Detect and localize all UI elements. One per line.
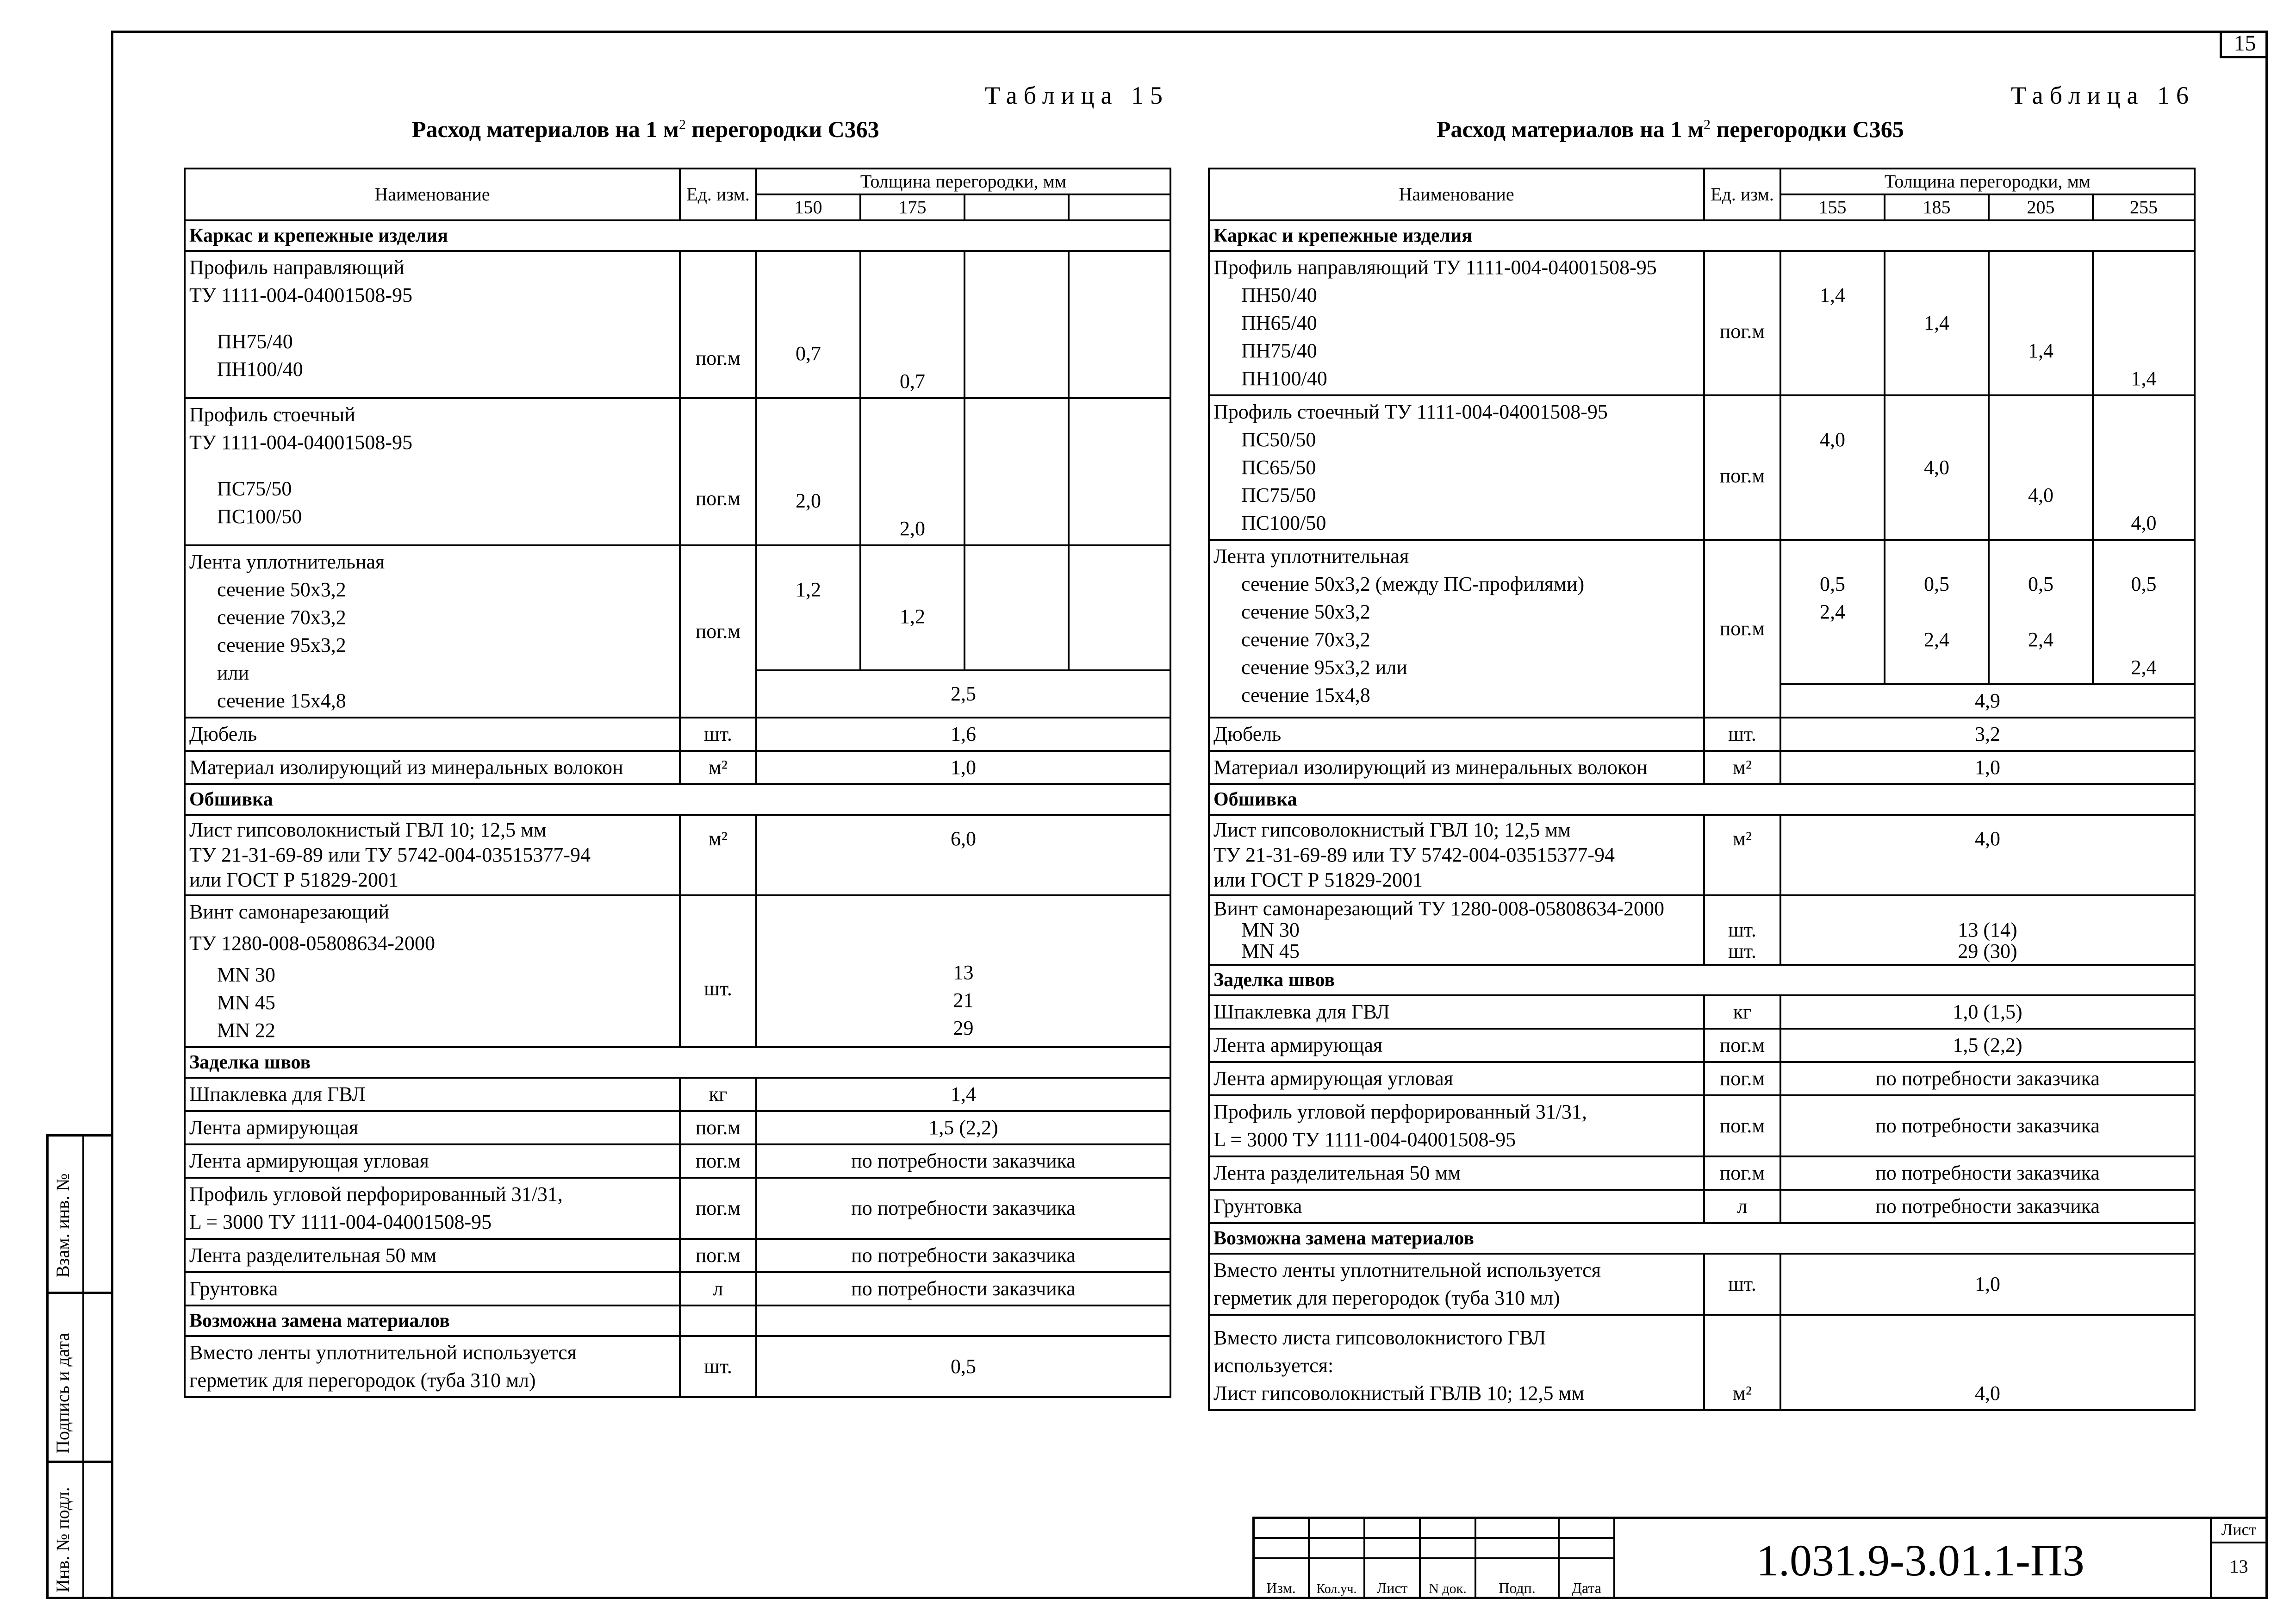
value-cell: 1,5 (2,2) [756,1111,1170,1144]
thickness-col: 185 [1885,194,1989,220]
side-label-inv-orig: Инв. № подл. [52,1487,73,1593]
stamp-col: Дата [1559,1558,1614,1598]
thickness-col: 150 [756,194,860,220]
document-code: 1.031.9-3.01.1-ПЗ [1756,1536,2085,1585]
row-title: ТУ 1111-004-04001508-95 [189,431,413,454]
materials-table-left [184,168,1171,1398]
sheet-label: Лист [2221,1520,2257,1539]
value-line: 0,5 [1820,573,1845,595]
thickness-col [964,194,1069,220]
unit-cell: м² [680,751,756,784]
title-superscript: 2 [678,117,686,132]
row-replacement [185,1336,1170,1397]
value-cell: 1,4 [1780,251,1885,395]
value-cell: 1,0 (1,5) [1780,995,2195,1029]
stamp-col: Лист [1364,1558,1420,1598]
row-replacement-gvl [1209,1315,2195,1410]
row-title: L = 3000 ТУ 1111-004-04001508-95 [1213,1128,1516,1151]
value-cell: 1,4 [1989,251,2093,395]
value-cell: по потребности заказчика [1780,1062,2195,1095]
value-cell: по потребности заказчика [756,1239,1170,1272]
row-title: или ГОСТ Р 51829-2001 [1213,868,1423,891]
unit-cell: шт. [1704,718,1780,751]
title-text-end: перегородки С365 [1710,116,1904,142]
section-sheathing: Обшивка [1209,784,2195,815]
table-label-right: Таблица 16 [2011,81,2195,109]
row-title: Вместо ленты уплотнительной используется [1213,1259,1601,1281]
unit-cell: пог.м [1704,1156,1780,1190]
value-cell: 2,5 [756,670,1170,718]
item-label: ПН50/40 [1241,284,1317,306]
item-label: ПН75/40 [217,330,293,353]
row-reinf-tape: Лента армирующая [1209,1029,1704,1062]
stamp-col: Изм. [1253,1558,1309,1598]
row-dowel: Дюбель [185,718,680,751]
item-label: MN 30 [217,963,275,986]
row-title: Лента уплотнительная [1213,545,1409,568]
value-cell: по потребности заказчика [1780,1190,2195,1223]
title-superscript: 2 [1703,117,1711,132]
unit-cell: шт. [1704,1254,1780,1315]
unit-cell: пог.м [680,1111,756,1144]
row-title: L = 3000 ТУ 1111-004-04001508-95 [189,1211,492,1233]
value-cell: 1,4 [756,1078,1170,1111]
value-cell [1989,540,2093,684]
value-line: 13 [953,961,974,984]
unit-cell: пог.м [1704,1029,1780,1062]
row-primer: Грунтовка [185,1272,680,1305]
unit-cell: пог.м [680,1144,756,1178]
value-cell: по потребности заказчика [756,1178,1170,1239]
title-text-end: перегородки С363 [685,116,879,142]
section-replacement: Возможна замена материалов [1209,1223,2195,1254]
unit-cell: шт. [680,718,756,751]
section-sheathing: Обшивка [185,784,1170,815]
value-line: 13 (14) [1958,918,2017,941]
row-corner-profile [1209,1095,2195,1156]
value-cell: 1,0 [1780,1254,2195,1315]
unit-cell: м² [680,815,756,895]
row-screw [185,895,1170,1047]
value-cell [1780,895,2195,965]
table-title-left [412,116,879,143]
item-label: ПС75/50 [1241,484,1316,506]
unit-cell: м² [1704,815,1780,895]
row-dowel: Дюбель [1209,718,1704,751]
title-text: Расход материалов на 1 м [1437,116,1704,142]
unit-cell: пог.м [1704,395,1780,540]
value-cell [1885,540,1989,684]
row-reinf-tape: Лента армирующая [185,1111,680,1144]
row-title: ТУ 1111-004-04001508-95 [189,284,413,306]
unit-cell: шт. [680,1336,756,1397]
row-corner-profile [185,1178,1170,1239]
row-title: Профиль стоечный [189,403,355,426]
row-insulation: Материал изолирующий из минеральных волокон [1209,751,1704,784]
materials-table-right [1208,168,2196,1411]
thickness-col: 255 [2093,194,2195,220]
row-title: герметик для перегородок (туба 310 мл) [1213,1287,1560,1309]
item-label: ПН75/40 [1241,339,1317,362]
unit-cell: м² [1704,1315,1780,1410]
unit-cell: л [1704,1190,1780,1223]
table-label-left: Таблица 15 [985,81,1169,109]
row-corner-tape: Лента армирующая угловая [185,1144,680,1178]
value-cell: 1,2 [756,545,860,670]
thickness-col: 175 [860,194,964,220]
unit-cell: пог.м [680,251,756,398]
thickness-col: 155 [1780,194,1885,220]
stamp-col: Кол.уч. [1309,1558,1364,1598]
value-line: 2,4 [2028,628,2053,651]
row-primer: Грунтовка [1209,1190,1704,1223]
row-title: Лист гипсоволокнистый ГВЛ 10; 12,5 мм [189,818,547,841]
value-cell [1780,540,1885,684]
unit-cell: пог.м [680,545,756,718]
value-cell: 4,0 [1780,1315,2195,1410]
value-cell: 2,0 [756,398,860,545]
row-title: Лента уплотнительная [189,550,385,573]
row-gvl [1209,815,2195,895]
unit-cell: л [680,1272,756,1305]
value-cell [756,895,1170,1047]
row-title: Профиль угловой перфорированный 31/31, [189,1183,563,1206]
value-cell: 0,5 [756,1336,1170,1397]
value-cell: 6,0 [756,815,1170,895]
row-title: используется: [1213,1354,1334,1377]
value-cell: 1,4 [1885,251,1989,395]
value-line: 0,5 [2028,573,2053,595]
row-title: Винт самонарезающий [189,900,390,923]
unit-cell [1704,895,1780,965]
value-cell: 1,6 [756,718,1170,751]
value-cell: по потребности заказчика [756,1144,1170,1178]
item-label: MN 45 [1241,940,1300,962]
unit-cell: м² [1704,751,1780,784]
unit-cell: пог.м [1704,540,1780,718]
value-cell: 4,0 [1780,815,2195,895]
sheet-value: 13 [2229,1556,2248,1577]
row-tape [1209,540,2195,684]
section-frame: Каркас и крепежные изделия [185,220,1170,251]
row-title: или ГОСТ Р 51829-2001 [189,868,399,891]
value-cell: 1,0 [756,751,1170,784]
value-line: шт. [1728,940,1756,962]
value-line: 2,4 [1820,600,1845,623]
value-cell: по потребности заказчика [1780,1156,2195,1190]
side-label-inv-sub: Взам. инв. № [52,1173,73,1278]
row-separator-tape: Лента разделительная 50 мм [1209,1156,1704,1190]
row-title: Лист гипсоволокнистый ГВЛ 10; 12,5 мм [1213,818,1571,841]
row-title: ТУ 21-31-69-89 или ТУ 5742-004-03515377-94 [1213,843,1615,866]
value-line: шт. [1728,918,1756,941]
side-divider [46,1292,111,1294]
item-label: сечение 95х3,2 [217,634,346,656]
item-label: MN 30 [1241,918,1300,941]
row-pn [1209,251,2195,395]
thickness-col [1069,194,1170,220]
row-replacement [1209,1254,2195,1315]
item-label: сечение 95х3,2 или [1241,656,1407,679]
item-label: сечение 70х3,2 [217,606,346,629]
unit-cell: пог.м [1704,1095,1780,1156]
header-name: Наименование [1209,169,1704,220]
item-label: ПС100/50 [217,505,302,528]
row-screw [1209,895,2195,965]
value-cell: 4,0 [2093,395,2195,540]
row-tape [185,545,1170,670]
value-cell: 2,0 [860,398,964,545]
item-label: ПС75/50 [217,477,292,500]
item-label: ПН100/40 [1241,367,1327,390]
unit-cell: шт. [680,895,756,1047]
unit-cell: кг [680,1078,756,1111]
side-label-sign-date: Подпись и дата [52,1332,73,1454]
item-label: ПС65/50 [1241,456,1316,479]
value-cell: 1,2 [860,545,964,670]
table-title-right [1437,116,1904,143]
stamp-col: N док. [1420,1558,1475,1598]
value-cell: 0,7 [756,251,860,398]
item-label: сечение 70х3,2 [1241,628,1370,651]
section-replacement: Возможна замена материалов [185,1305,680,1336]
item-label: MN 45 [217,991,275,1014]
sheet-number: 15 [2220,31,2268,58]
row-ps [185,398,1170,545]
row-separator-tape: Лента разделительная 50 мм [185,1239,680,1272]
revision-grid [1252,1517,1615,1599]
row-gvl [185,815,1170,895]
row-title: ТУ 21-31-69-89 или ТУ 5742-004-03515377-94 [189,843,591,866]
unit-cell: пог.м [680,398,756,545]
value-line: 29 [953,1017,974,1039]
thickness-col: 205 [1989,194,2093,220]
item-label: ПН100/40 [217,358,303,381]
row-pn [185,251,1170,398]
unit-cell: пог.м [1704,1062,1780,1095]
item-label: сечение 15х4,8 [217,689,346,712]
value-cell: 4,9 [1780,684,2195,718]
item-label: сечение 50х3,2 (между ПС-профилями) [1241,573,1585,595]
value-cell: 4,0 [1780,395,1885,540]
value-cell: по потребности заказчика [1780,1095,2195,1156]
value-line: 0,5 [2131,573,2157,595]
side-divider [46,1461,111,1463]
row-title: герметик для перегородок (туба 310 мл) [189,1369,536,1392]
value-cell: 3,2 [1780,718,2195,751]
unit-cell: кг [1704,995,1780,1029]
row-title: ТУ 1280-008-05808634-2000 [189,932,435,955]
section-joints: Заделка швов [185,1047,1170,1078]
value-cell: 0,7 [860,251,964,398]
row-title: Профиль направляющий [189,256,404,279]
row-putty: Шпаклевка для ГВЛ [1209,995,1704,1029]
item-label: сечение 15х4,8 [1241,684,1370,706]
title-block-divider [2210,1542,2268,1543]
side-divider-vertical [82,1134,84,1599]
row-ps [1209,395,2195,540]
row-title: Вместо листа гипсоволокнистого ГВЛ [1213,1326,1546,1349]
value-cell: 1,0 [1780,751,2195,784]
value-cell: 1,5 (2,2) [1780,1029,2195,1062]
row-title: Вместо ленты уплотнительной используется [189,1341,577,1364]
item-label: ПС100/50 [1241,512,1326,534]
value-cell [2093,540,2195,684]
item-label: ПС50/50 [1241,428,1316,451]
value-line: 29 (30) [1958,940,2017,962]
value-cell: 1,4 [2093,251,2195,395]
section-joints: Заделка швов [1209,965,2195,995]
item-label: или [217,662,249,684]
section-frame: Каркас и крепежные изделия [1209,220,2195,251]
row-title: Винт самонарезающий ТУ 1280-008-05808634-2000 [1213,897,1664,920]
header-thickness: Толщина перегородки, мм [756,169,1170,194]
value-cell: по потребности заказчика [756,1272,1170,1305]
header-unit: Ед. изм. [680,169,756,220]
value-cell: 4,0 [1885,395,1989,540]
value-line: 2,4 [1924,628,1949,651]
header-name: Наименование [185,169,680,220]
row-title: Профиль угловой перфорированный 31/31, [1213,1100,1587,1123]
item-label: MN 22 [217,1019,275,1042]
item-label: ПН65/40 [1241,312,1317,334]
item-label: сечение 50х3,2 [217,578,346,601]
row-insulation: Материал изолирующий из минеральных волокон [185,751,680,784]
value-line: 21 [953,989,974,1012]
row-corner-tape: Лента армирующая угловая [1209,1062,1704,1095]
header-unit: Ед. изм. [1704,169,1780,220]
unit-cell: пог.м [680,1178,756,1239]
value-line: 2,4 [2131,656,2157,679]
unit-cell: пог.м [1704,251,1780,395]
header-thickness: Толщина перегородки, мм [1780,169,2195,194]
value-line: 0,5 [1924,573,1949,595]
row-title: Профиль направляющий ТУ 1111-004-04001508-95 [1213,256,1657,279]
row-putty: Шпаклевка для ГВЛ [185,1078,680,1111]
unit-cell: пог.м [680,1239,756,1272]
value-cell: 4,0 [1989,395,2093,540]
stamp-col: Подп. [1475,1558,1559,1598]
row-title: Профиль стоечный ТУ 1111-004-04001508-95 [1213,400,1608,423]
item-label: сечение 50х3,2 [1241,600,1370,623]
row-title: Лист гипсоволокнистый ГВЛВ 10; 12,5 мм [1213,1382,1585,1405]
title-text: Расход материалов на 1 м [412,116,679,142]
